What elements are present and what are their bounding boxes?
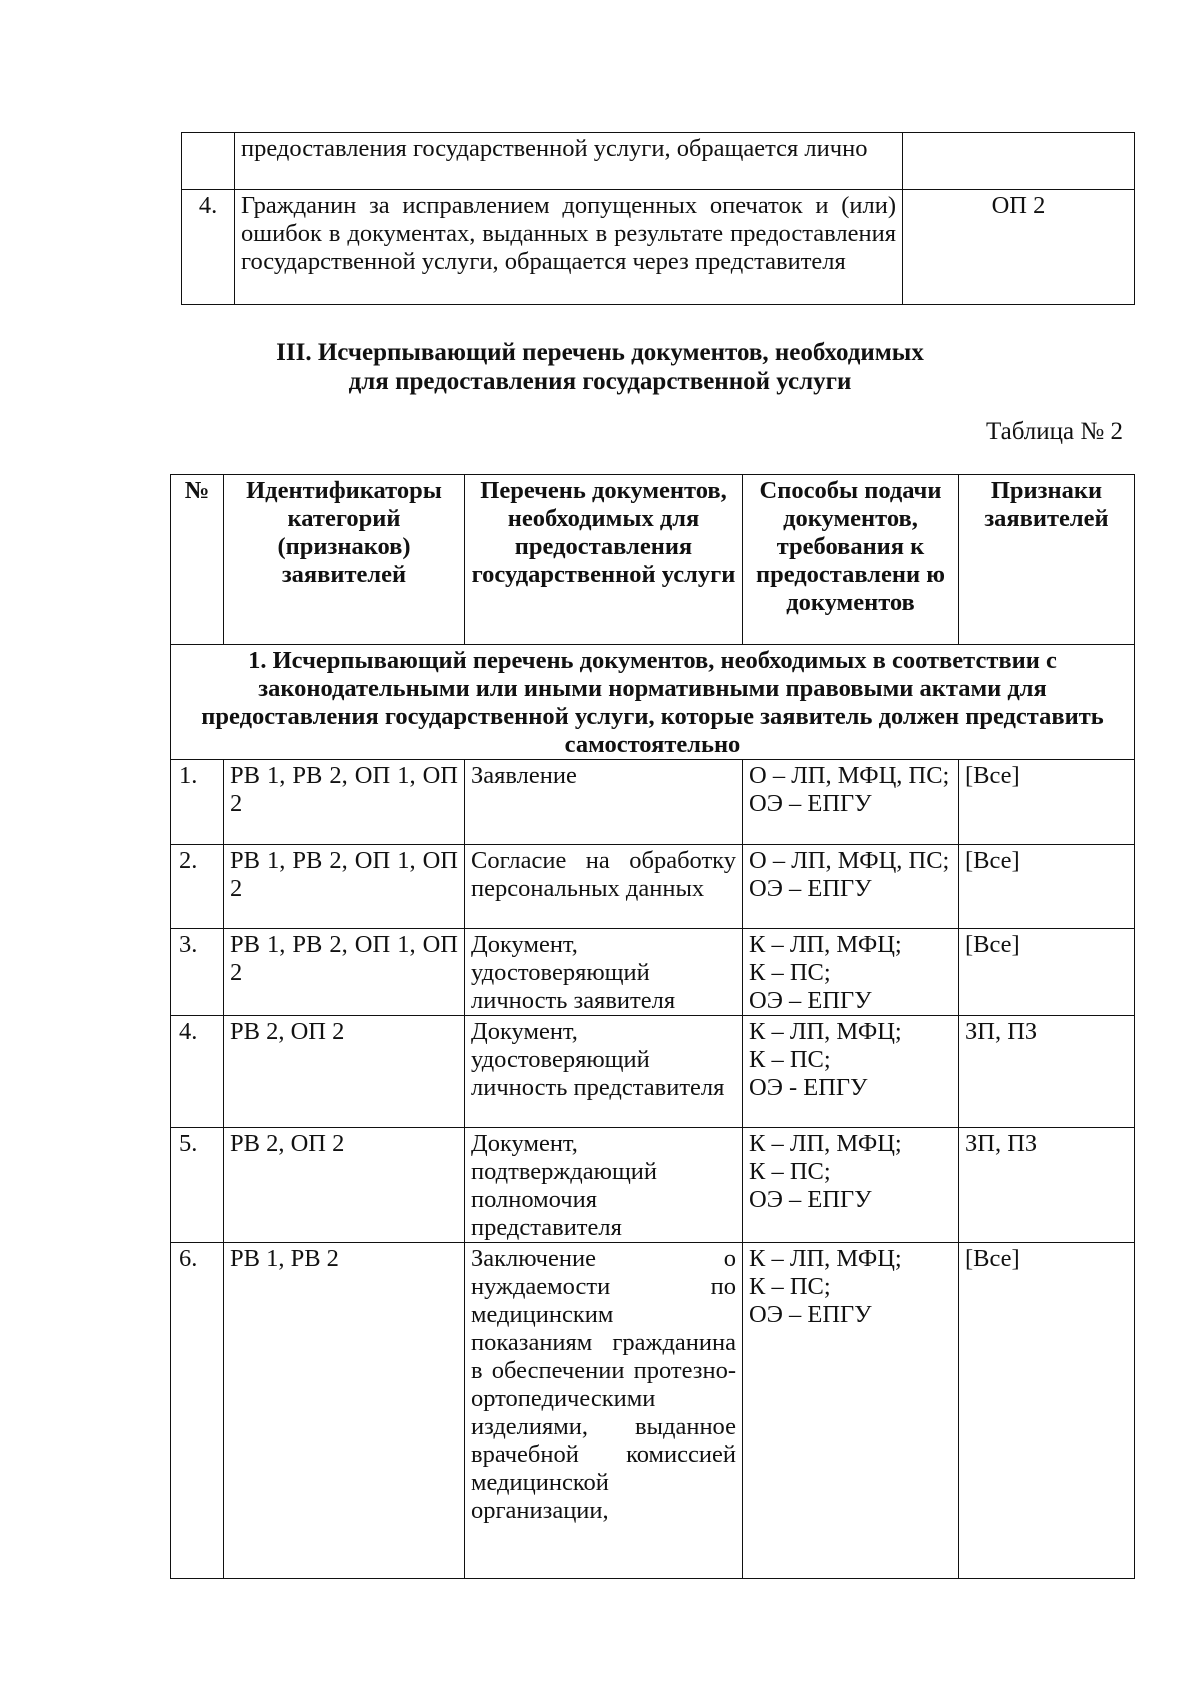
row-methods: К – ЛП, МФЦ; К – ПС; ОЭ – ЕПГУ: [743, 1243, 959, 1579]
row-document: Документ, удостоверяющий личность представителя: [465, 1016, 743, 1128]
row-text: предоставления государственной услуги, обращается лично: [235, 133, 903, 190]
table-row: [171, 1016, 1135, 1128]
row-identifiers: РВ 2, ОП 2: [224, 1128, 465, 1243]
row-document: Документ, подтверждающий полномочия представителя: [465, 1128, 743, 1243]
row-identifiers: РВ 1, РВ 2, ОП 1, ОП 2: [224, 760, 465, 845]
row-methods: К – ЛП, МФЦ; К – ПС; ОЭ - ЕПГУ: [743, 1016, 959, 1128]
table-row: [171, 760, 1135, 845]
row-value: [903, 133, 1135, 190]
row-signs: ЗП, ПЗ: [959, 1128, 1135, 1243]
row-methods: К – ЛП, МФЦ; К – ПС; ОЭ – ЕПГУ: [743, 929, 959, 1016]
row-identifiers: РВ 1, РВ 2, ОП 1, ОП 2: [224, 845, 465, 929]
row-number: 3.: [171, 929, 224, 1016]
section-heading: [0, 338, 1200, 396]
row-methods: К – ЛП, МФЦ; К – ПС; ОЭ – ЕПГУ: [743, 1128, 959, 1243]
row-methods: О – ЛП, МФЦ, ПС; ОЭ – ЕПГУ: [743, 760, 959, 845]
table-row: [171, 929, 1135, 1016]
row-signs: [Все]: [959, 1243, 1135, 1579]
row-number: 4.: [182, 190, 235, 305]
subsection-title: 1. Исчерпывающий перечень документов, необходимых в соответствии с законодательными или иными нормативными правовыми актами для предоставления государственной услуги, которые заявитель должен представить самостоятельно: [171, 645, 1135, 760]
row-document: Заявление: [465, 760, 743, 845]
row-number: [182, 133, 235, 190]
row-signs: [Все]: [959, 760, 1135, 845]
table-row: [171, 1128, 1135, 1243]
header-applicant-signs: Признаки заявителей: [959, 475, 1135, 645]
row-signs: ЗП, ПЗ: [959, 1016, 1135, 1128]
row-identifiers: РВ 1, РВ 2, ОП 1, ОП 2: [224, 929, 465, 1016]
documents-table: [170, 474, 1135, 1579]
row-text: Гражданин за исправлением допущенных опечаток и (или) ошибок в документах, выданных в результате предоставления государственной услуги, обращается через представителя: [235, 190, 903, 305]
section-title-line1: III. Исчерпывающий перечень документов, необходимых: [276, 339, 924, 366]
section-title-line2: для предоставления государственной услуги: [348, 368, 852, 395]
table-row: [171, 845, 1135, 929]
table-row: [182, 133, 1135, 190]
subsection-row: [171, 645, 1135, 760]
header-number: №: [171, 475, 224, 645]
row-document: Документ, удостоверяющий личность заявителя: [465, 929, 743, 1016]
row-document: Согласие на обработку персональных данных: [465, 845, 743, 929]
row-number: 4.: [171, 1016, 224, 1128]
row-number: 5.: [171, 1128, 224, 1243]
header-documents: Перечень документов, необходимых для предоставления государственной услуги: [465, 475, 743, 645]
row-identifiers: РВ 1, РВ 2: [224, 1243, 465, 1579]
row-identifiers: РВ 2, ОП 2: [224, 1016, 465, 1128]
table-row: [171, 1243, 1135, 1579]
row-methods: О – ЛП, МФЦ, ПС; ОЭ – ЕПГУ: [743, 845, 959, 929]
table-header-row: [171, 475, 1135, 645]
row-signs: [Все]: [959, 929, 1135, 1016]
table-row: [182, 190, 1135, 305]
continuation-table: [181, 132, 1135, 305]
row-number: 6.: [171, 1243, 224, 1579]
row-value: ОП 2: [903, 190, 1135, 305]
row-signs: [Все]: [959, 845, 1135, 929]
header-submission-methods: Способы подачи документов, требования к предоставлени ю документов: [743, 475, 959, 645]
table-label: Таблица № 2: [985, 418, 1123, 445]
row-number: 1.: [171, 760, 224, 845]
row-number: 2.: [171, 845, 224, 929]
row-document: Заключение о нуждаемости по медицинским показаниям гражданина в обеспечении протезно-ортопедическими изделиями, выданное врачебной комиссией медицинской организации,: [465, 1243, 743, 1579]
header-identifiers: Идентификаторы категорий (признаков) заявителей: [224, 475, 465, 645]
